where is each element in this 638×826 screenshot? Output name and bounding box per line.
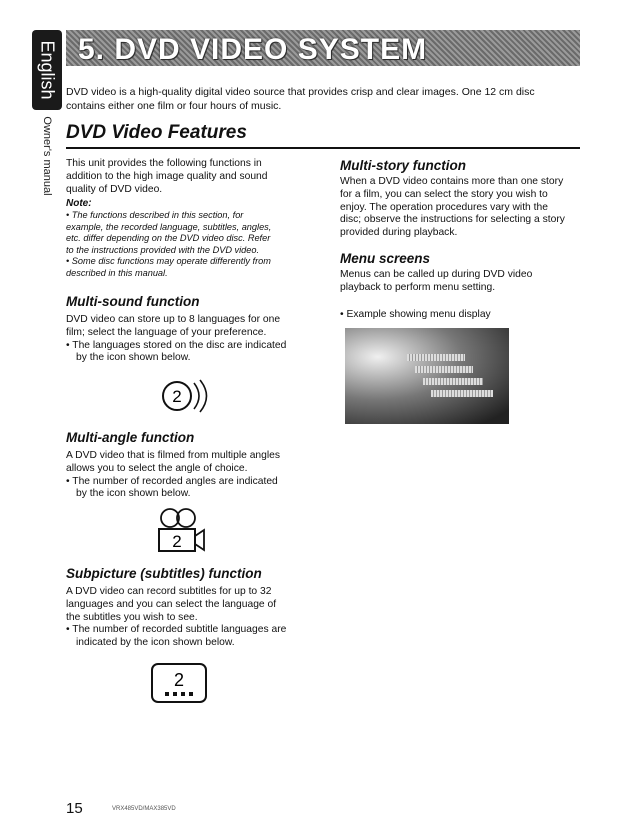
text-line: quality of DVD video. [66, 183, 163, 195]
text-line: for a film, you can select the story you wish to [340, 188, 548, 200]
features-intro [66, 158, 316, 196]
menu-item-bar [431, 390, 493, 397]
note-item [66, 210, 326, 256]
multi-angle-heading: Multi-angle function [66, 430, 195, 445]
subtitle-icon-number: 2 [173, 670, 185, 690]
subtitle-icon [150, 662, 208, 704]
chapter-title: 5. DVD VIDEO SYSTEM [78, 33, 428, 66]
section-rule [66, 147, 580, 149]
text-line: by the icon shown below. [76, 488, 191, 500]
section-title: DVD Video Features [66, 122, 247, 143]
menu-example-bullet: • Example showing menu display [340, 309, 491, 320]
model-code: VRX485VD/MAX385VD [112, 806, 176, 812]
multi-angle-text [66, 450, 316, 501]
text-line: enjoy. The operation procedures vary with the [340, 201, 548, 213]
intro-line: contains either one film or four hours of music. [66, 100, 282, 112]
language-tab [32, 30, 62, 110]
text-line: • The number of recorded angles are indicated [66, 475, 278, 487]
note-item [66, 256, 326, 279]
subpicture-heading: Subpicture (subtitles) function [66, 566, 262, 581]
text-line: When a DVD video contains more than one story [340, 176, 564, 187]
text-line: provided during playback. [340, 227, 458, 239]
camera-angle-icon [156, 506, 208, 556]
bullet-item [66, 476, 316, 502]
text-line: by the icon shown below. [76, 352, 191, 364]
text-line: This unit provides the following functions in [66, 158, 262, 169]
angle-icon-number: 2 [172, 532, 182, 551]
menu-item-bar [423, 378, 483, 385]
menu-display-example-image [345, 328, 509, 424]
multi-sound-text [66, 314, 316, 365]
chapter-banner [66, 30, 580, 66]
subpicture-text [66, 586, 316, 650]
note-list [66, 210, 326, 280]
text-line: A DVD video that is filmed from multiple angles [66, 450, 281, 461]
text-line: • The languages stored on the disc are indicated [66, 339, 287, 351]
menu-item-bar [415, 366, 473, 373]
bullet-item [66, 340, 316, 366]
page-number: 15 [66, 800, 83, 817]
bullet-item [66, 624, 316, 650]
text-line: addition to the high image quality and sound [66, 170, 268, 182]
manual-label-text: Owner's manual [41, 116, 53, 196]
menu-screens-text [340, 269, 590, 295]
text-line: to the instructions provided with the DVD video. [66, 244, 260, 255]
text-line: DVD video can store up to 8 languages for one [66, 314, 281, 325]
text-line: film; select the language of your preference. [66, 326, 267, 338]
multi-sound-heading: Multi-sound function [66, 294, 200, 309]
text-line: languages and you can select the language of [66, 598, 277, 610]
text-line: etc. differ depending on the DVD video disc. Refer [66, 233, 271, 244]
text-line: example, the recorded language, subtitles, angles, [66, 221, 272, 232]
text-line: the subtitles you wish to see. [66, 611, 198, 623]
text-line: • Some disc functions may operate differently from [66, 256, 271, 267]
menu-screens-heading: Menu screens [340, 251, 431, 266]
text-line: • The functions described in this section, for [66, 210, 244, 220]
note-heading: Note: [66, 198, 92, 209]
text-line: playback to perform menu setting. [340, 281, 496, 293]
text-line: described in this manual. [66, 267, 168, 278]
text-line: disc; observe the instructions for selecting a story [340, 214, 565, 226]
language-tab-label: English [37, 40, 58, 100]
text-line: Menus can be called up during DVD video [340, 269, 533, 280]
intro-line: DVD video is a high-quality digital video source that provides crisp and clear images. One 12 cm disc [66, 86, 535, 98]
audio-icon-number: 2 [172, 387, 182, 406]
menu-item-bar [407, 354, 465, 361]
multi-story-text [340, 176, 590, 240]
text-line: indicated by the icon shown below. [76, 637, 235, 649]
text-line: A DVD video can record subtitles for up to 32 [66, 586, 272, 597]
text-line: allows you to select the angle of choice. [66, 462, 248, 474]
text-line: • The number of recorded subtitle languages are [66, 624, 287, 636]
multi-story-heading: Multi-story function [340, 158, 466, 173]
intro-paragraph [66, 85, 586, 113]
manual-label [34, 116, 60, 196]
audio-language-icon [160, 377, 212, 415]
